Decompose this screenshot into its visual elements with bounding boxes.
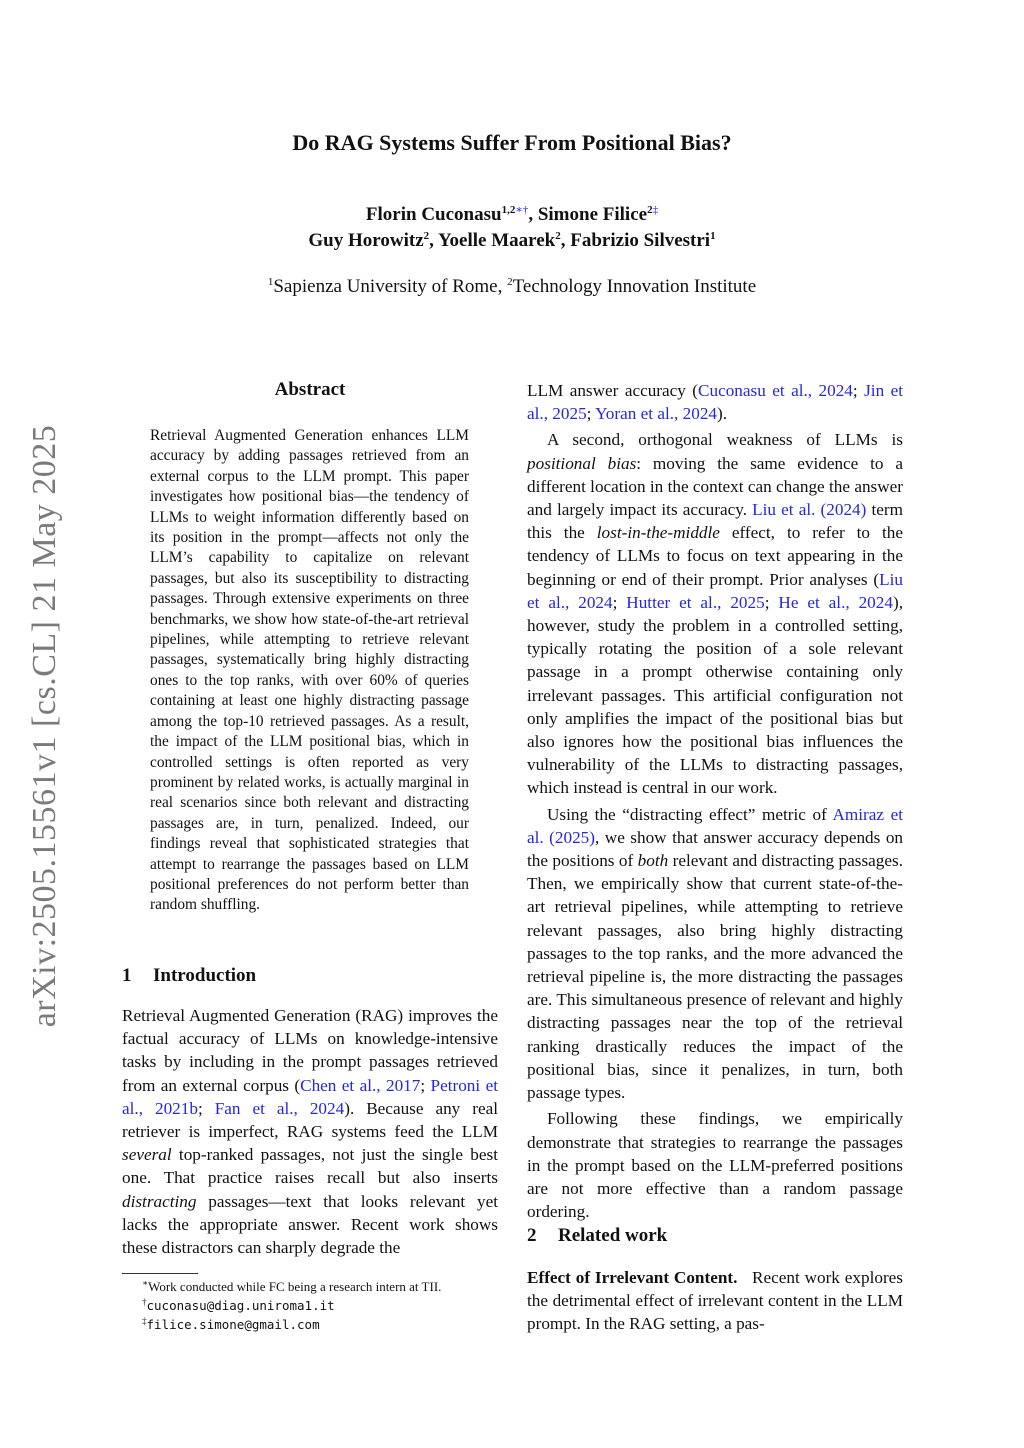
footnote [122, 1277, 502, 1296]
text-run: effect, to refer to the tendency of LLMs to focus on text appearing in the beginning or end of their prompt. Prior analyses ( [527, 523, 903, 589]
email-address[interactable]: filice.simone@gmail.com [146, 1317, 320, 1332]
arxiv-identifier: arXiv:2505.15561v1 [cs.CL] 21 May 2025 [26, 424, 63, 1028]
citation-link[interactable]: Hutter et al., 2025 [626, 592, 765, 612]
text-run: ; [764, 592, 779, 612]
section-heading-related-work [527, 1225, 667, 1247]
introduction-paragraph [122, 1004, 498, 1259]
author-separator: , [429, 230, 438, 251]
footnote [122, 1315, 502, 1334]
text-run: ; [586, 404, 596, 424]
footnote [122, 1296, 502, 1315]
author-name: Yoelle Maarek [437, 230, 556, 251]
affiliation-mark: 1 [267, 276, 274, 288]
affiliation-mark: 2 [507, 276, 513, 288]
author-name: Guy Horowitz [308, 230, 424, 251]
text-run: , we show that answer accuracy depends on the positions of [527, 827, 904, 871]
citation-link[interactable]: He et al., 2024 [778, 592, 893, 612]
footnotes [122, 1277, 502, 1334]
text-run: : moving the same evidence to a different location in the context can change the answer and largely impact its accuracy. [527, 453, 903, 520]
footnote-divider [122, 1273, 198, 1274]
section-title: Related work [558, 1225, 668, 1246]
paragraph-heading: Effect of Irrelevant Content. [527, 1268, 738, 1287]
footnote-mark: ‡ [142, 1316, 147, 1326]
text-run: ; [420, 1075, 431, 1095]
author-affiliation-mark: 1 [710, 230, 716, 242]
citation-link[interactable]: Petroni et al., 2021b [122, 1075, 498, 1118]
email-address[interactable]: cuconasu@diag.uniroma1.it [146, 1298, 335, 1313]
author-affiliation-mark: 2 [555, 230, 561, 242]
citation-link[interactable]: Cuconasu et al., 2024 [698, 381, 853, 400]
section-number: 1 [122, 965, 132, 986]
author-footnote-mark[interactable]: ∗† [515, 204, 529, 216]
abstract-heading: Abstract [274, 379, 346, 400]
text-run: top-ranked passages, not just the single best one. That practice raises recall but also inserts [122, 1145, 498, 1188]
author-affiliation-mark: 1,2 [501, 204, 516, 216]
author-name: Fabrizio Silvestri [570, 230, 711, 251]
footnote-mark: ∗ [142, 1278, 149, 1288]
paragraph [527, 803, 903, 1105]
author-separator: , [528, 204, 538, 225]
author-name: Florin Cuconasu [365, 204, 502, 225]
author-separator: , [560, 230, 571, 251]
author-line-2 [0, 228, 1024, 254]
citation-link[interactable]: Amiraz et al. (2025) [527, 804, 903, 847]
text-run: relevant and distracting passages. Then, we empirically show that current state-of-the-art retrieval pipelines, while attempting to retrieve relevant passages, also bring highly distracting passages to the top ranks, and the more advanced the retrieval pipeline is, the more distracting the passages are. This simultaneous presence of relevant and highly distracting passages near the top of the retrieval ranking drastically reduces the impact of the positional bias, since it penalizes, in turn, both passage types. [527, 851, 903, 1103]
paragraph [527, 428, 903, 799]
text-run: Using the “distracting effect” metric of [547, 804, 833, 824]
text-run: A second, orthogonal weakness of LLMs is [547, 430, 903, 450]
citation-link[interactable]: Liu et al. (2024) [752, 500, 867, 520]
right-column [527, 379, 903, 1223]
text-run: passages—text that looks relevant yet lacks the appropriate answer. Recent work shows these distractors can sharply degrade the [122, 1191, 498, 1258]
footnote-text: Work conducted while FC being a research intern at TII. [148, 1279, 442, 1294]
text-run: ; [612, 592, 627, 612]
emphasis: several [122, 1145, 172, 1165]
citation-link[interactable]: Fan et al., 2024 [214, 1098, 345, 1118]
text-run: ). [717, 404, 728, 424]
footnote-mark: † [142, 1297, 147, 1307]
author-affiliation-mark: 2 [423, 230, 430, 242]
text-run: ). Because any real retriever is imperfect, RAG systems feed the LLM [122, 1098, 499, 1142]
paragraph: Following these findings, we empirically demonstrate that strategies to rearrange the passages in the prompt based on the LLM-preferred positions are not more effective than a random passage ordering. [527, 1109, 903, 1222]
emphasis: lost-in-the-middle [596, 523, 720, 543]
affiliation-name: Sapienza University of Rome, [273, 276, 508, 297]
paragraph [527, 379, 903, 425]
text-run: ; [852, 381, 865, 400]
section-number: 2 [527, 1225, 537, 1246]
text-run: LLM answer accuracy ( [527, 381, 699, 400]
section-title: Introduction [153, 965, 257, 986]
author-list [0, 202, 1024, 254]
author-affiliation-mark: 2 [647, 204, 653, 216]
emphasis: both [637, 851, 669, 871]
affiliation-name: Technology Innovation Institute [512, 276, 757, 297]
emphasis: positional bias [527, 453, 637, 473]
affiliations [0, 276, 1024, 298]
text-run: ; [197, 1098, 215, 1118]
citation-link[interactable]: Jin et al., 2025 [527, 381, 904, 424]
citation-link[interactable]: Chen et al., 2017 [300, 1075, 421, 1095]
text-run: Recent work explores the detrimental effect of irrelevant content in the LLM prompt. In the RAG setting, a pas- [527, 1268, 903, 1334]
section-heading-introduction [122, 965, 256, 987]
paper-title: Do RAG Systems Suffer From Positional Bias? [292, 130, 732, 155]
citation-link[interactable]: Liu et al., 2024 [527, 569, 903, 612]
citation-link[interactable]: Yoran et al., 2024 [595, 404, 718, 424]
text-run: term this the [527, 500, 904, 543]
related-work-paragraph [527, 1266, 903, 1336]
emphasis: distracting [122, 1191, 197, 1211]
author-name: Simone Filice [537, 204, 648, 225]
text-run: Retrieval Augmented Generation (RAG) improves the factual accuracy of LLMs on knowledge-intensive tasks by including in the prompt passages retrieved from an external corpus ( [122, 1006, 498, 1095]
abstract-text: Retrieval Augmented Generation enhances LLM accuracy by adding passages retrieved from an external corpus to the LLM prompt. This paper investigates how positional bias—the tendency of LLMs to weight information differently based on its position in the prompt—affects not only the LLM’s capability to capitalize on relevant passages, but also its susceptibility to distracting passages. Through extensive experiments on three benchmarks, we show how state-of-the-art retrieval pipelines, while attempting to retrieve relevant passages, systematically bring highly distracting ones to the top ranks, with over 60% of queries containing at least one highly distracting passage among the top-10 retrieved passages. As a result, the impact of the LLM positional bias, which in controlled settings is often reported as very prominent by related works, is actually marginal in real scenarios since both relevant and distracting passages are, in turn, penalized. Indeed, our findings reveal that sophisticated strategies that attempt to rearrange the passages based on LLM positional preferences do not perform better than random shuffling. [150, 427, 469, 914]
text-run: ), however, study the problem in a controlled setting, typically rotating the position of a sole relevant passage in a prompt otherwise containing only irrelevant passages. This artificial configuration not only amplifies the impact of the positional bias but also ignores how the positional bias influences the vulnerability of the LLMs to distracting passages, which instead is central in our work. [527, 592, 903, 798]
author-line-1 [0, 202, 1024, 228]
author-footnote-mark[interactable]: ‡ [652, 204, 659, 216]
